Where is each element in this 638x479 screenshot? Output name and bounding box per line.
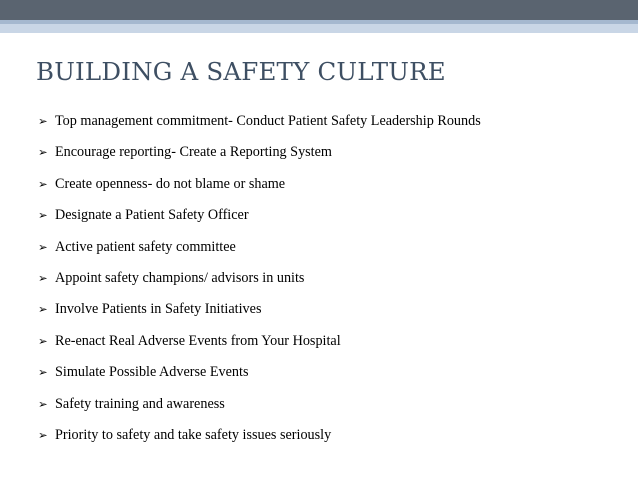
arrow-bullet-icon: ➢ [38,365,48,380]
arrow-bullet-icon: ➢ [38,270,48,285]
list-item-text: Involve Patients in Safety Initiatives [55,301,262,318]
arrow-bullet-icon: ➢ [38,114,48,128]
list-item [38,425,481,456]
arrow-bullet-icon: ➢ [38,396,48,411]
list-item [38,362,481,393]
list-item-text: Create openness- do not blame or shame [55,175,286,192]
list-item-text: Appoint safety champions/ advisors in units [55,269,305,286]
bullet-list [38,111,481,456]
arrow-bullet-icon: ➢ [38,239,48,254]
list-item-text: Active patient safety committee [55,238,236,255]
list-item-text: Re-enact Real Adverse Events from Your Hospital [55,332,341,349]
header-bar [0,0,638,20]
list-item-text: Simulate Possible Adverse Events [55,364,249,381]
list-item-text: Safety training and awareness [55,395,225,412]
list-item [38,394,481,425]
list-item [38,299,481,330]
slide-title: BUILDING A SAFETY CULTURE [36,57,446,86]
header-accent-line [0,20,638,24]
list-item [38,142,481,173]
list-item [38,111,481,142]
list-item [38,174,481,205]
list-item [38,205,481,236]
list-item-text: Top management commitment- Conduct Patient Safety Leadership Rounds [55,113,481,129]
list-item [38,268,481,299]
arrow-bullet-icon: ➢ [38,333,48,348]
list-item [38,331,481,362]
arrow-bullet-icon: ➢ [38,208,48,223]
arrow-bullet-icon: ➢ [38,145,48,160]
list-item-text: Encourage reporting- Create a Reporting System [55,144,332,161]
list-item [38,237,481,268]
arrow-bullet-icon: ➢ [38,427,48,442]
list-item-text: Priority to safety and take safety issues seriously [55,426,332,443]
arrow-bullet-icon: ➢ [38,302,48,317]
arrow-bullet-icon: ➢ [38,176,48,191]
list-item-text: Designate a Patient Safety Officer [55,207,249,224]
